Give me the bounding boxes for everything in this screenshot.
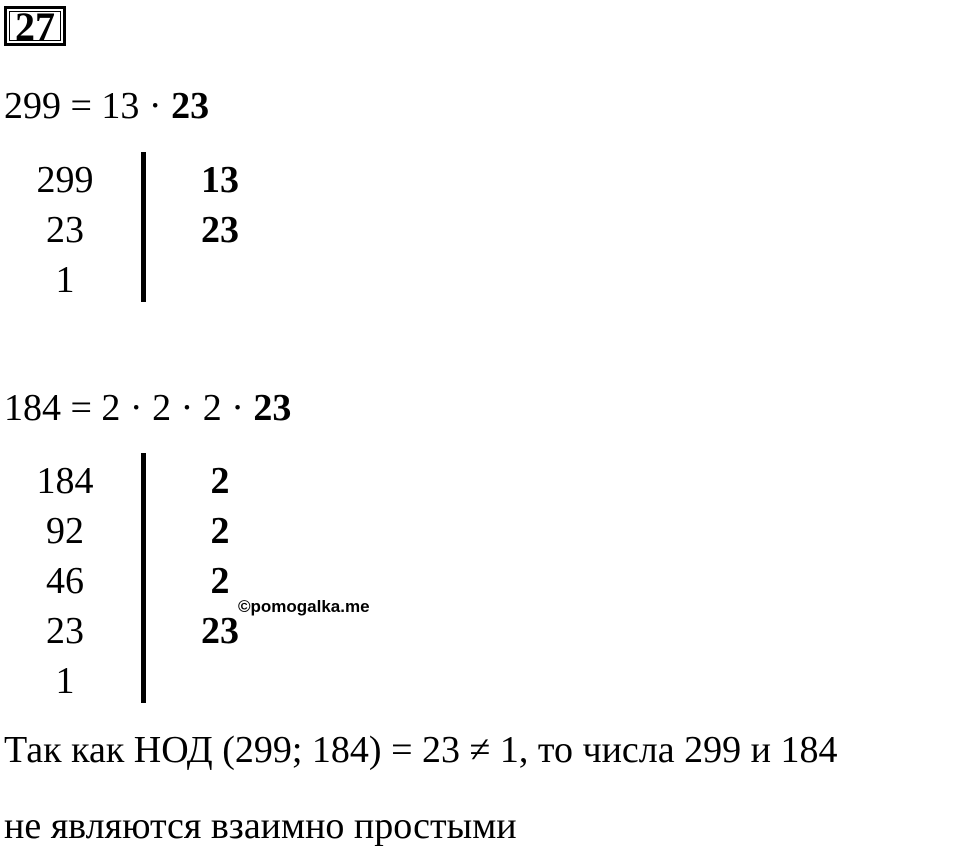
- factor-table-184-factor: 2: [210, 510, 230, 552]
- factor-table-299-number: 299: [36, 159, 94, 201]
- equation-299-common-factor: 23: [171, 85, 210, 127]
- factor-table-184-number: 1: [55, 660, 75, 702]
- factor-table-299-number: 1: [55, 259, 75, 301]
- factor-table-184-factor: 23: [201, 610, 239, 652]
- factor-table-299-number: 23: [46, 209, 84, 251]
- factor-table-184-number: 92: [46, 510, 84, 552]
- equation-299: [4, 84, 209, 128]
- factor-table-184-number: 184: [36, 460, 94, 502]
- factor-table-184-number: 46: [46, 560, 84, 602]
- watermark: ©pomogalka.me: [238, 597, 370, 616]
- equation-184: [4, 386, 291, 430]
- factor-table-299-factor: 13: [201, 159, 239, 201]
- factor-table-184-number: 23: [46, 610, 84, 652]
- factor-table-299-factor: 23: [201, 209, 239, 251]
- conclusion-line-1: Так как НОД (299; 184) = 23 ≠ 1, то числа 299 и 184: [4, 729, 838, 771]
- problem-number: 27: [15, 4, 55, 49]
- factor-table-184-factor: 2: [210, 460, 230, 502]
- factor-table-299-divider: [141, 152, 146, 302]
- problem-number-box: [4, 4, 66, 49]
- equation-184-common-factor: 23: [253, 387, 292, 429]
- factor-table-184-divider: [141, 453, 146, 703]
- equation-184-prefix: 184 = 2 · 2 · 2 ·: [4, 387, 254, 429]
- conclusion-line-2: не являются взаимно простыми: [4, 805, 517, 847]
- equation-299-prefix: 299 = 13 ·: [4, 85, 172, 127]
- factor-table-184-factor: 2: [210, 560, 230, 602]
